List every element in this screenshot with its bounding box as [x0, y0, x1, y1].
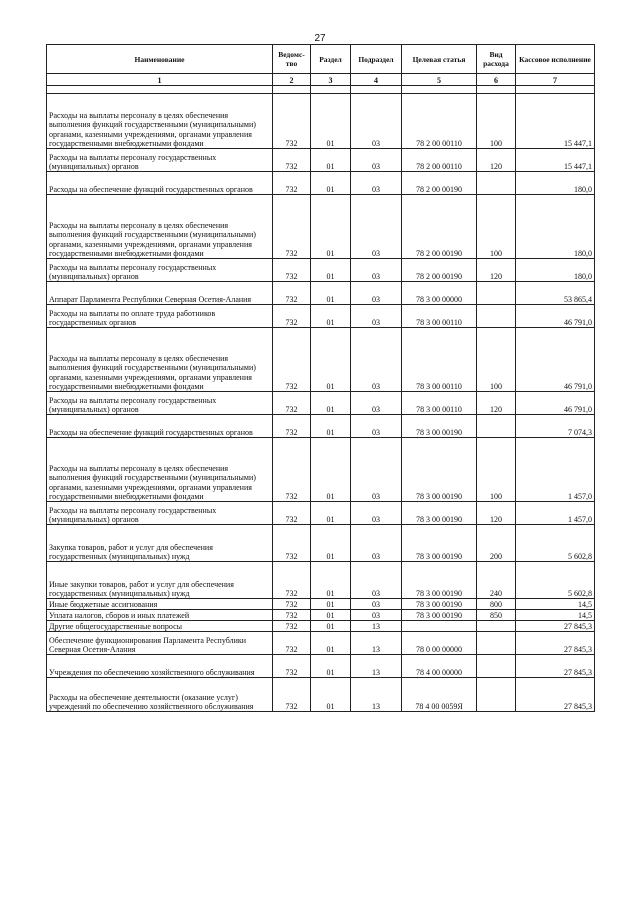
row-target-cell: 78 2 00 00190: [402, 172, 477, 195]
row-dept-cell: 732: [273, 632, 311, 655]
col-header-section: Раздел: [311, 45, 351, 74]
spacer-row: [47, 86, 595, 94]
table-row: [47, 328, 595, 392]
table-row: [47, 632, 595, 655]
row-amount-cell: 15 447,1: [516, 149, 595, 172]
col-index: 1: [47, 74, 273, 86]
row-target-cell: 78 3 00 00190: [402, 502, 477, 525]
row-type-cell: [477, 621, 516, 632]
row-section-cell: 01: [311, 502, 351, 525]
row-name-cell: Расходы на выплаты персоналу в целях обеспечения выполнения функций государственными (муниципальными) органами, казенными учреждениями, органами управления государственными внебюджетными фондами: [47, 195, 273, 259]
table-row: [47, 149, 595, 172]
table-row: [47, 502, 595, 525]
row-amount-cell: 5 602,8: [516, 525, 595, 562]
row-amount-cell: 27 845,3: [516, 621, 595, 632]
table-row: [47, 415, 595, 438]
row-amount-cell: 27 845,3: [516, 678, 595, 712]
row-target-cell: 78 3 00 00000: [402, 282, 477, 305]
row-subsection-cell: 13: [351, 678, 402, 712]
table-row: [47, 195, 595, 259]
col-header-target: Целевая статья: [402, 45, 477, 74]
table-row: [47, 172, 595, 195]
budget-execution-table: [46, 44, 595, 712]
row-target-cell: 78 3 00 00190: [402, 525, 477, 562]
row-subsection-cell: 03: [351, 610, 402, 621]
row-name-cell: Иные закупки товаров, работ и услуг для обеспечения государственных (муниципальных) нужд: [47, 562, 273, 599]
col-index: 7: [516, 74, 595, 86]
row-type-cell: [477, 632, 516, 655]
row-dept-cell: 732: [273, 282, 311, 305]
row-subsection-cell: 13: [351, 621, 402, 632]
row-name-cell: Расходы на обеспечение функций государственных органов: [47, 172, 273, 195]
row-dept-cell: 732: [273, 562, 311, 599]
row-target-cell: 78 3 00 00110: [402, 392, 477, 415]
row-dept-cell: 732: [273, 94, 311, 149]
row-type-cell: [477, 655, 516, 678]
row-subsection-cell: 03: [351, 502, 402, 525]
row-dept-cell: 732: [273, 259, 311, 282]
row-name-cell: Расходы на выплаты персоналу в целях обеспечения выполнения функций государственными (муниципальными) органами, казенными учреждениями, органами управления государственными внебюджетными фондами: [47, 438, 273, 502]
row-name-cell: Учреждения по обеспечению хозяйственного обслуживания: [47, 655, 273, 678]
row-section-cell: 01: [311, 632, 351, 655]
row-subsection-cell: 03: [351, 172, 402, 195]
table-row: [47, 259, 595, 282]
row-subsection-cell: 03: [351, 525, 402, 562]
row-type-cell: 120: [477, 259, 516, 282]
row-dept-cell: 732: [273, 678, 311, 712]
table-row: [47, 621, 595, 632]
row-section-cell: 01: [311, 415, 351, 438]
row-subsection-cell: 13: [351, 655, 402, 678]
row-name-cell: Уплата налогов, сборов и иных платежей: [47, 610, 273, 621]
row-section-cell: 01: [311, 392, 351, 415]
row-dept-cell: 732: [273, 328, 311, 392]
row-section-cell: 01: [311, 438, 351, 502]
col-index: 3: [311, 74, 351, 86]
row-target-cell: 78 3 00 00110: [402, 305, 477, 328]
table-row: [47, 655, 595, 678]
row-name-cell: Закупка товаров, работ и услуг для обеспечения государственных (муниципальных) нужд: [47, 525, 273, 562]
row-section-cell: 01: [311, 195, 351, 259]
row-name-cell: Иные бюджетные ассигнования: [47, 599, 273, 610]
row-subsection-cell: 03: [351, 94, 402, 149]
row-section-cell: 01: [311, 678, 351, 712]
row-amount-cell: 53 865,4: [516, 282, 595, 305]
row-section-cell: 01: [311, 655, 351, 678]
row-name-cell: Расходы на обеспечение деятельности (оказание услуг) учреждений по обеспечению хозяйственного обслуживания: [47, 678, 273, 712]
row-section-cell: 01: [311, 149, 351, 172]
header-row: [47, 45, 595, 74]
row-subsection-cell: 03: [351, 195, 402, 259]
row-target-cell: 78 4 00 00000: [402, 655, 477, 678]
row-section-cell: 01: [311, 610, 351, 621]
row-amount-cell: 5 602,8: [516, 562, 595, 599]
col-index: 2: [273, 74, 311, 86]
row-subsection-cell: 03: [351, 305, 402, 328]
table-row: [47, 282, 595, 305]
row-dept-cell: 732: [273, 655, 311, 678]
table-row: [47, 562, 595, 599]
row-name-cell: Обеспечение функционирования Парламента Республики Северная Осетия-Алания: [47, 632, 273, 655]
row-target-cell: 78 2 00 00110: [402, 94, 477, 149]
row-type-cell: 100: [477, 438, 516, 502]
row-type-cell: 100: [477, 94, 516, 149]
row-dept-cell: 732: [273, 415, 311, 438]
row-dept-cell: 732: [273, 599, 311, 610]
row-target-cell: 78 3 00 00190: [402, 599, 477, 610]
col-header-amount: Кассовое исполнение: [516, 45, 595, 74]
row-name-cell: Расходы на выплаты персоналу государственных (муниципальных) органов: [47, 259, 273, 282]
row-dept-cell: 732: [273, 502, 311, 525]
row-target-cell: 78 3 00 00190: [402, 610, 477, 621]
table-row: [47, 525, 595, 562]
row-target-cell: 78 4 00 0059Я: [402, 678, 477, 712]
row-amount-cell: 1 457,0: [516, 438, 595, 502]
table-row: [47, 305, 595, 328]
row-subsection-cell: 03: [351, 438, 402, 502]
row-dept-cell: 732: [273, 392, 311, 415]
row-amount-cell: 46 791,0: [516, 392, 595, 415]
row-subsection-cell: 03: [351, 282, 402, 305]
row-type-cell: 120: [477, 149, 516, 172]
row-subsection-cell: 03: [351, 562, 402, 599]
row-section-cell: 01: [311, 94, 351, 149]
row-name-cell: Расходы на выплаты по оплате труда работников государственных органов: [47, 305, 273, 328]
row-section-cell: 01: [311, 259, 351, 282]
row-type-cell: 850: [477, 610, 516, 621]
row-subsection-cell: 03: [351, 392, 402, 415]
row-amount-cell: 180,0: [516, 172, 595, 195]
row-section-cell: 01: [311, 621, 351, 632]
row-subsection-cell: 03: [351, 259, 402, 282]
row-section-cell: 01: [311, 282, 351, 305]
row-amount-cell: 180,0: [516, 195, 595, 259]
row-dept-cell: 732: [273, 172, 311, 195]
row-type-cell: 100: [477, 195, 516, 259]
row-target-cell: 78 3 00 00190: [402, 415, 477, 438]
row-type-cell: [477, 415, 516, 438]
row-subsection-cell: 13: [351, 632, 402, 655]
row-subsection-cell: 03: [351, 599, 402, 610]
col-index: 6: [477, 74, 516, 86]
row-target-cell: 78 2 00 00190: [402, 195, 477, 259]
row-type-cell: [477, 172, 516, 195]
row-amount-cell: 180,0: [516, 259, 595, 282]
row-amount-cell: 15 447,1: [516, 94, 595, 149]
row-type-cell: [477, 305, 516, 328]
table-row: [47, 599, 595, 610]
row-amount-cell: 27 845,3: [516, 632, 595, 655]
row-dept-cell: 732: [273, 305, 311, 328]
row-section-cell: 01: [311, 525, 351, 562]
row-dept-cell: 732: [273, 149, 311, 172]
row-section-cell: 01: [311, 599, 351, 610]
row-amount-cell: 1 457,0: [516, 502, 595, 525]
row-type-cell: 100: [477, 328, 516, 392]
row-target-cell: 78 3 00 00110: [402, 328, 477, 392]
row-amount-cell: 27 845,3: [516, 655, 595, 678]
row-name-cell: Аппарат Парламента Республики Северная Осетия-Алания: [47, 282, 273, 305]
row-amount-cell: 7 074,3: [516, 415, 595, 438]
row-target-cell: 78 2 00 00110: [402, 149, 477, 172]
col-header-type: Вид расхода: [477, 45, 516, 74]
row-subsection-cell: 03: [351, 328, 402, 392]
row-section-cell: 01: [311, 328, 351, 392]
row-dept-cell: 732: [273, 610, 311, 621]
row-target-cell: 78 3 00 00190: [402, 562, 477, 599]
table-row: [47, 392, 595, 415]
column-index-row: [47, 74, 595, 86]
col-index: 4: [351, 74, 402, 86]
col-header-subsection: Подраздел: [351, 45, 402, 74]
row-type-cell: 200: [477, 525, 516, 562]
table-row: [47, 438, 595, 502]
row-name-cell: Другие общегосударственные вопросы: [47, 621, 273, 632]
row-type-cell: [477, 282, 516, 305]
row-name-cell: Расходы на выплаты персоналу государственных (муниципальных) органов: [47, 149, 273, 172]
col-index: 5: [402, 74, 477, 86]
row-type-cell: 120: [477, 392, 516, 415]
row-section-cell: 01: [311, 172, 351, 195]
col-header-name: Наименование: [47, 45, 273, 74]
row-type-cell: [477, 678, 516, 712]
row-subsection-cell: 03: [351, 415, 402, 438]
row-target-cell: 78 3 00 00190: [402, 438, 477, 502]
table-row: [47, 678, 595, 712]
row-type-cell: 120: [477, 502, 516, 525]
row-section-cell: 01: [311, 562, 351, 599]
row-target-cell: 78 2 00 00190: [402, 259, 477, 282]
row-type-cell: 800: [477, 599, 516, 610]
row-dept-cell: 732: [273, 195, 311, 259]
row-dept-cell: 732: [273, 438, 311, 502]
row-section-cell: 01: [311, 305, 351, 328]
row-target-cell: 78 0 00 00000: [402, 632, 477, 655]
table-row: [47, 610, 595, 621]
row-amount-cell: 14,5: [516, 610, 595, 621]
row-target-cell: [402, 621, 477, 632]
row-dept-cell: 732: [273, 525, 311, 562]
row-name-cell: Расходы на выплаты персоналу государственных (муниципальных) органов: [47, 392, 273, 415]
row-name-cell: Расходы на выплаты персоналу в целях обеспечения выполнения функций государственными (муниципальными) органами, казенными учреждениями, органами управления государственными внебюджетными фондами: [47, 328, 273, 392]
row-subsection-cell: 03: [351, 149, 402, 172]
row-type-cell: 240: [477, 562, 516, 599]
row-amount-cell: 46 791,0: [516, 305, 595, 328]
col-header-dept: Ведомс-тво: [273, 45, 311, 74]
row-name-cell: Расходы на выплаты персоналу государственных (муниципальных) органов: [47, 502, 273, 525]
row-name-cell: Расходы на обеспечение функций государственных органов: [47, 415, 273, 438]
row-name-cell: Расходы на выплаты персоналу в целях обеспечения выполнения функций государственными (муниципальными) органами, казенными учреждениями, органами управления государственными внебюджетными фондами: [47, 94, 273, 149]
row-amount-cell: 14,5: [516, 599, 595, 610]
row-amount-cell: 46 791,0: [516, 328, 595, 392]
table-row: [47, 94, 595, 149]
row-dept-cell: 732: [273, 621, 311, 632]
page-number: 27: [314, 33, 326, 44]
